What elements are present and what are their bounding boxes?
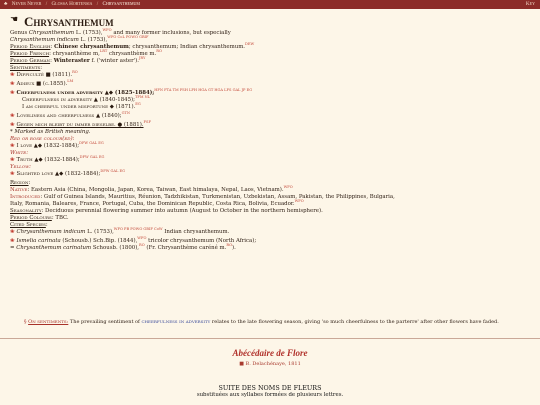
colon: : (49, 51, 51, 57)
flower-bullet-icon: ❀ (10, 72, 15, 78)
ref-link[interactable]: WFO (294, 199, 304, 204)
ref-link[interactable]: GTN (121, 111, 130, 116)
ref-link[interactable]: RO (156, 49, 162, 54)
nav-never-never[interactable]: Never Never (11, 1, 42, 7)
note-link[interactable]: cheerfulness in adversity (141, 319, 211, 325)
flower-bullet-icon: ❀ (10, 143, 15, 149)
ref-link[interactable]: FSF (143, 120, 151, 125)
cited-authority: L. (1753), (85, 229, 114, 235)
flower-bullet-icon: ❀ (10, 113, 15, 119)
white-colour-label: White: (10, 150, 29, 156)
period-german-main: Winteraster (51, 58, 90, 64)
period-french-text2: chrysanthème m. (107, 51, 157, 57)
introduced-text2: Italy, Romania, Baleares, France, Portugal, Cuba, the Dominican Republic, Costa Rica, Bolivia, Ecuador. (10, 201, 295, 207)
sentiment-text: Cheerfulness under adversity ▲◆ (1825-1884); (16, 90, 155, 96)
introduced-text: : Gulf of Guinea Islands, Mauritius, Réunion, Tadzhikistan, Turkmenistan, Uzbekistan, Assam, Pakistan, the Philippines, Bulgaria, (40, 194, 395, 200)
sentiment-text: Cheerfulness in adversity ▲ (1840-1845); (22, 97, 135, 103)
cited-name: Chrysanthemum carinatum (16, 245, 92, 251)
flower-bullet-icon: ❀ (10, 90, 15, 96)
introduced-label: Introduced (10, 194, 41, 200)
flower-bullet-icon: ❀ (10, 81, 15, 87)
sentiment-item (10, 122, 535, 129)
page-title: Chrysanthemum (24, 14, 114, 29)
ref-link[interactable]: LRT (99, 49, 108, 54)
ref-link[interactable]: WFO PB POWO GBIF CoW (113, 227, 163, 232)
cited-text: Indian chrysanthemum. (162, 229, 230, 235)
footer-subheading: substituées aux syllabes formées de plusieurs lettres. (196, 392, 344, 398)
period-german (10, 58, 535, 65)
sentiment-text: Gegen mich bleibt du immer dieselbe. ● (1881). (16, 122, 144, 128)
sentiment-item (10, 81, 535, 88)
cited-tail: ). (232, 245, 236, 251)
cited-item-synonym (10, 245, 535, 252)
sentiment-item (10, 113, 535, 120)
period-english-main: Chinese chrysanthemum (52, 44, 129, 50)
flower-bullet-icon: ❀ (10, 229, 15, 235)
native-line (10, 187, 535, 194)
native-label: Native (10, 187, 28, 193)
entry-content (10, 14, 535, 252)
note-text2: relates to the late flowering season, giving 'so much cheerfulness to the parterre' after other flowers have faded. (210, 319, 499, 325)
note-text: The prevailing sentiment of (68, 319, 142, 325)
seasonality-text: : Deciduous perennial flowering summer into autumn (August to October in the northern hemisphere). (41, 208, 323, 214)
sentiment-item (10, 143, 535, 150)
section-mark: § (24, 319, 27, 325)
ref-link[interactable]: RO (72, 70, 78, 75)
breadcrumb-separator: / (45, 1, 48, 7)
ref-link[interactable]: WFO (137, 236, 147, 241)
ref-link[interactable]: EG (135, 102, 141, 107)
period-english-rest: ; chrysanthemum; Indian chrysanthemum. (128, 44, 246, 50)
species-name: Chrysanthemum indicum (10, 37, 79, 43)
ref-link[interactable]: DEW (245, 42, 255, 47)
footer-title[interactable]: Abécédaire de Flore (232, 348, 308, 358)
cited-authority: (Schousb.) Sch.Bip. (1844), (60, 238, 138, 244)
period-english-label: Period English (10, 44, 51, 50)
period-german-label: Period German (10, 58, 51, 64)
seasonality-line (10, 208, 535, 215)
ref-link[interactable]: WFO CoL POWO GBIF (107, 35, 149, 40)
ref-link[interactable]: RO (139, 243, 145, 248)
cited-text: tricolor chrysanthemum (North Africa); (146, 238, 257, 244)
region-label: Region (10, 180, 29, 186)
breadcrumb (4, 0, 143, 9)
breadcrumb-separator: / (96, 1, 99, 7)
sentiments-heading: Sentiments: (10, 65, 43, 71)
cited-item (10, 229, 535, 236)
cited-heading: Cited Species: (10, 222, 48, 228)
cited-name: Ismelia carinata (16, 238, 61, 244)
cited-authority: Schousb. (1800), (91, 245, 140, 251)
region-heading: Region: (10, 180, 31, 186)
colon: : (50, 58, 52, 64)
sentiment-text: I love ▲◆ (1832-1884); (16, 143, 80, 149)
plant-icon[interactable]: ♣ (4, 1, 8, 7)
sentiment-text: Slighted love ▲◆ (1832-1884); (16, 171, 101, 177)
sentiment-text: Difficulté ■ (1811). (16, 72, 73, 78)
introduced-line-2 (10, 201, 535, 208)
nav-current-page: Chrysanthemum (102, 1, 140, 7)
ref-link[interactable]: TFM NL (134, 95, 151, 100)
ref-link[interactable]: LM (67, 79, 74, 84)
genus-authority: L. (1753), (74, 30, 103, 36)
ref-link[interactable]: DFW GAL EG (79, 155, 105, 160)
sentiment-text: Loveliness and cheerfulness ▲ (1840); (16, 113, 122, 119)
divider (0, 338, 540, 339)
ref-link[interactable]: DFW GAL EG (100, 169, 126, 174)
cited-text: (Fr. Chrysanthème caréné m. (144, 245, 227, 251)
sentiment-subitem (10, 104, 535, 111)
ref-link[interactable]: DFW GAL EG (79, 141, 104, 146)
flower-bullet-icon: ❀ (10, 122, 15, 128)
seasonality-label: Seasonality (10, 208, 42, 214)
native-text: : Eastern Asia (China, Mongolia, Japan, Korea, Taiwan, East himalaya, Nepal, Laos, Vietnam). (27, 187, 284, 193)
sentiments-label: Sentiments (10, 65, 41, 71)
colon: : (50, 44, 53, 50)
flower-bullet-icon: ❀ (10, 157, 15, 163)
sentiment-item (10, 171, 535, 178)
hand-pointer-icon: ☚ (10, 15, 19, 25)
cited-label: Cited Species (10, 222, 46, 228)
flower-bullet-icon: ❀ (10, 238, 15, 244)
yellow-colour-label: Yellow: (10, 164, 31, 170)
ref-link[interactable]: HFN FTA TM FSH LFH HGA GT HGA LFS GAL JP EG (154, 88, 253, 93)
species-authority: L. (1753), (78, 37, 108, 43)
sentiment-text: Truth ▲◆ (1832-1884); (16, 157, 80, 163)
ref-link[interactable]: RO (226, 243, 233, 248)
ref-link[interactable]: JRY (138, 56, 146, 61)
cited-name: Chrysanthemum indicum (16, 229, 86, 235)
period-french-label: Period French (10, 51, 50, 57)
sentiment-text: I am cheerful under misfortune ◆ (1871). (22, 104, 136, 110)
period-german-text: f. ('winter aster'). (89, 58, 139, 64)
red-colour-label: Red or rose colour(ed): (10, 136, 75, 142)
footer-subtitle: ■ B. Delachénaye, 1811 (239, 361, 301, 367)
colours-text: : TBC. (51, 215, 69, 221)
colours-label: Period Colours (10, 215, 52, 221)
colours-line (10, 215, 535, 222)
flower-bullet-icon: ❀ (10, 171, 15, 177)
sentiment-note (24, 319, 524, 326)
synonym-prefix: = (10, 245, 17, 251)
top-nav-bar (0, 0, 540, 9)
key-link[interactable]: Key (525, 1, 535, 7)
marked-note: * Marked as British meaning. (10, 129, 91, 135)
footer-heading: SUITE DES NOMS DE FLEURS (218, 384, 322, 392)
sentiment-text: Adieux ■ (c.1855). (16, 81, 68, 87)
genus-prefix: Genus (10, 30, 29, 36)
sentiment-item (10, 157, 535, 164)
nav-glossa-hortensia[interactable]: Glossa Hortensia (51, 1, 93, 7)
genus-name: Chrysanthemum (28, 30, 75, 36)
ref-link[interactable]: WFO (283, 185, 293, 190)
sentiment-item (10, 72, 535, 79)
note-label: On sentiments: (28, 319, 69, 325)
ref-link[interactable]: WFO (102, 28, 112, 33)
period-french-text: chrysanthème m, (50, 51, 100, 57)
genus-rest: and many former inclusions, but especially (111, 30, 231, 36)
